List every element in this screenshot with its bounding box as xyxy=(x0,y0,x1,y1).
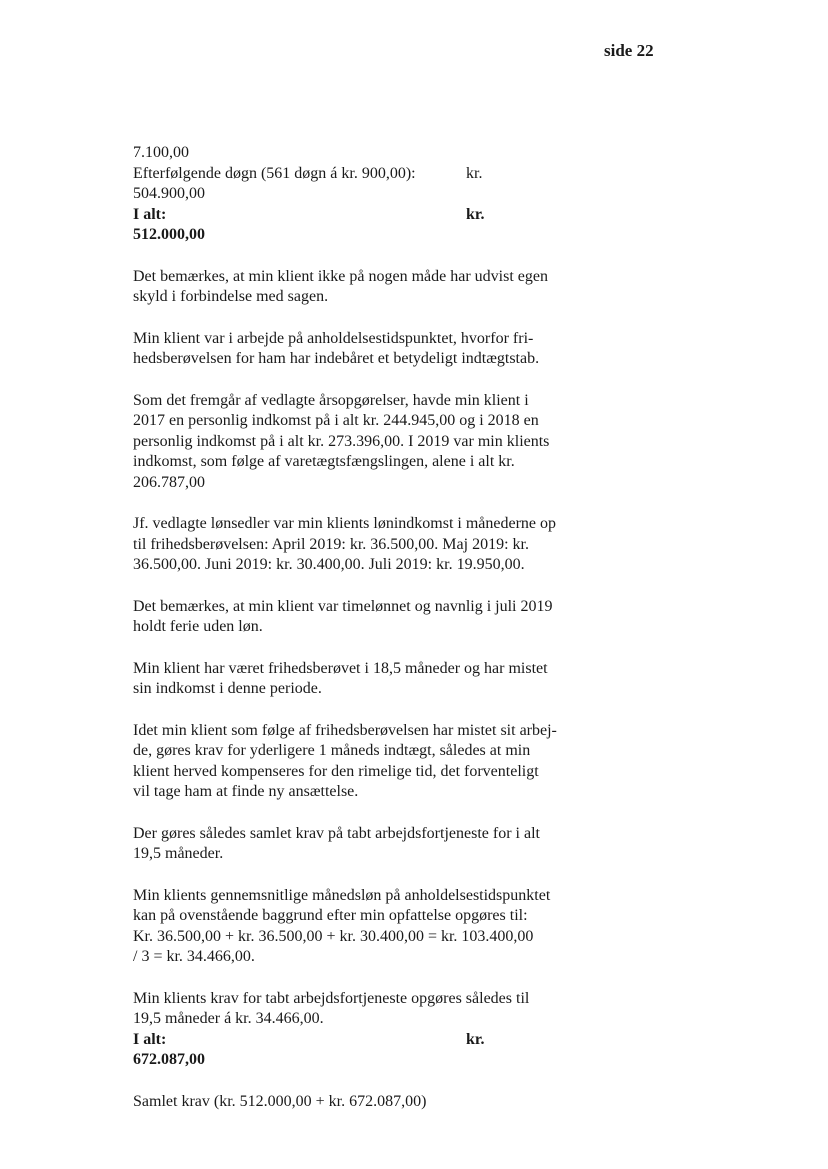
total-row-2 xyxy=(133,1030,573,1051)
page-number: side 22 xyxy=(604,41,654,60)
closing-paragraph xyxy=(133,1092,573,1113)
calc-line-2-label: Efterfølgende døgn (561 døgn á kr. 900,00): xyxy=(133,164,416,182)
paragraph-6 xyxy=(133,659,573,700)
calculation-block xyxy=(133,143,573,246)
paragraph-line: / 3 = kr. 34.466,00. xyxy=(133,948,255,965)
total-value-1: 512.000,00 xyxy=(133,226,205,243)
paragraph-line: 2017 en personlig indkomst på i alt kr. 244.945,00 og i 2018 en xyxy=(133,412,539,429)
calc-line-1: 7.100,00 xyxy=(133,144,189,161)
total-currency-1: kr. xyxy=(466,205,485,223)
paragraph-line: Det bemærkes, at min klient var timelønnet og navnlig i juli 2019 xyxy=(133,597,553,615)
document-body xyxy=(133,143,573,1112)
closing-line: Samlet krav (kr. 512.000,00 + kr. 672.087,00) xyxy=(133,1092,427,1110)
paragraph-line: kan på ovenstående baggrund efter min opfattelse opgøres til: xyxy=(133,907,528,924)
paragraph-line: vil tage ham at finde ny ansættelse. xyxy=(133,783,359,800)
paragraph-line: skyld i forbindelse med sagen. xyxy=(133,288,329,305)
paragraph-line: Min klients gennemsnitlige månedsløn på anholdelsestidspunktet xyxy=(133,886,551,904)
paragraph-4 xyxy=(133,514,573,576)
paragraph-line: klient herved kompenseres for den rimelige tid, det forventeligt xyxy=(133,762,539,780)
paragraph-line: Jf. vedlagte lønsedler var min klients lønindkomst i månederne op xyxy=(133,515,557,532)
paragraph-line: sin indkomst i denne periode. xyxy=(133,680,322,697)
total-label-1: I alt: xyxy=(133,205,167,223)
calc-line-2-currency: kr. xyxy=(466,164,483,182)
paragraph-line: 19,5 måneder á kr. 34.466,00. xyxy=(133,1010,324,1027)
paragraph-line: til frihedsberøvelsen: April 2019: kr. 36.500,00. Maj 2019: kr. xyxy=(133,535,529,553)
paragraph-line: de, gøres krav for yderligere 1 måneds indtægt, således at min xyxy=(133,742,531,759)
calc-line-3: 504.900,00 xyxy=(133,185,205,202)
paragraph-line: Idet min klient som følge af frihedsberøvelsen har mistet sit arbej- xyxy=(133,721,557,739)
total-row-1 xyxy=(133,205,573,226)
paragraph-line: Det bemærkes, at min klient ikke på nogen måde har udvist egen xyxy=(133,267,548,285)
paragraph-5 xyxy=(133,597,573,638)
total-currency-2: kr. xyxy=(466,1030,485,1048)
paragraph-1 xyxy=(133,267,573,308)
paragraph-line: holdt ferie uden løn. xyxy=(133,618,263,635)
paragraph-line: personlig indkomst på i alt kr. 273.396,00. I 2019 var min klients xyxy=(133,432,550,450)
paragraph-line: Kr. 36.500,00 + kr. 36.500,00 + kr. 30.400,00 = kr. 103.400,00 xyxy=(133,927,534,945)
paragraph-line: hedsberøvelsen for ham har indebåret et betydeligt indtægtstab. xyxy=(133,350,540,367)
paragraph-8 xyxy=(133,824,573,865)
paragraph-line: 206.787,00 xyxy=(133,473,205,491)
paragraph-line: indkomst, som følge af varetægtsfængslingen, alene i alt kr. xyxy=(133,453,515,470)
paragraph-line: Der gøres således samlet krav på tabt arbejdsfortjeneste for i alt xyxy=(133,824,540,842)
paragraph-10 xyxy=(133,989,573,1071)
paragraph-2 xyxy=(133,329,573,370)
paragraph-line: 36.500,00. Juni 2019: kr. 30.400,00. Juli 2019: kr. 19.950,00. xyxy=(133,556,525,573)
total-value-2: 672.087,00 xyxy=(133,1051,205,1068)
paragraph-9 xyxy=(133,886,573,968)
paragraph-line: Min klient har været frihedsberøvet i 18,5 måneder og har mistet xyxy=(133,659,548,677)
paragraph-line: 19,5 måneder. xyxy=(133,845,224,862)
paragraph-line: Min klient var i arbejde på anholdelsestidspunktet, hvorfor fri- xyxy=(133,329,534,347)
paragraph-7 xyxy=(133,721,573,803)
total-label-2: I alt: xyxy=(133,1030,167,1048)
paragraph-3 xyxy=(133,391,573,494)
paragraph-line: Min klients krav for tabt arbejdsfortjeneste opgøres således til xyxy=(133,989,530,1007)
calc-line-2 xyxy=(133,164,573,185)
paragraph-line: Som det fremgår af vedlagte årsopgørelser, havde min klient i xyxy=(133,391,529,409)
